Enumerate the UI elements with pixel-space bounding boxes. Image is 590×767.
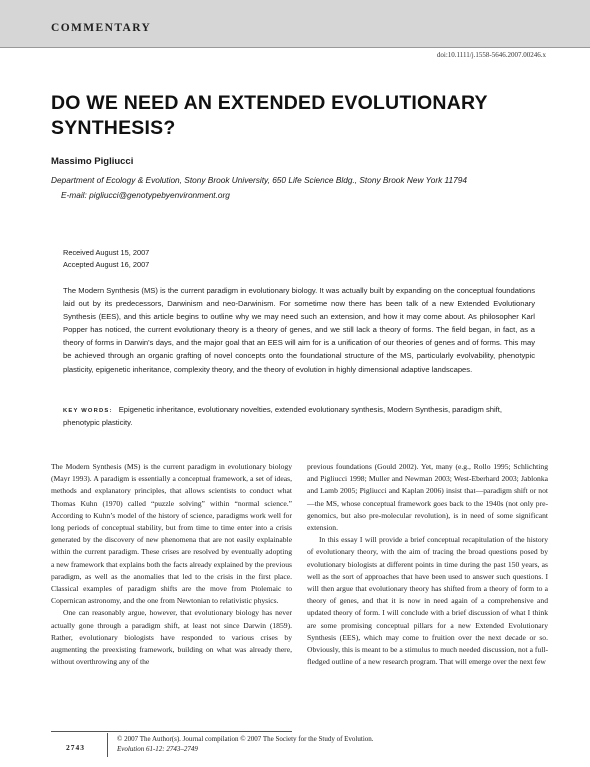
author-affiliation: Department of Ecology & Evolution, Stony Brook University, 650 Life Science Bldg., Stony Brook New York 11794 [51,175,467,185]
author-email[interactable]: E-mail: pigliucci@genotypebyenvironment.org [61,190,230,200]
keywords [63,404,535,429]
footer-rule [51,731,292,732]
keywords-label: KEY WORDS: [63,408,113,414]
accepted-date: Accepted August 16, 2007 [63,260,150,269]
journal-citation: Evolution 61-12: 2743–2749 [117,744,198,753]
copyright-notice: © 2007 The Author(s). Journal compilation © 2007 The Society for the Study of Evolution. [117,735,374,743]
submission-dates [63,247,149,271]
footer-divider [107,733,108,757]
body-column-left [51,461,292,668]
received-date: Received August 15, 2007 [63,248,150,257]
page-number: 2743 [66,743,85,752]
article-title: DO WE NEED AN EXTENDED EVOLUTIONARY SYNTHESIS? [51,92,488,139]
body-paragraph: The Modern Synthesis (MS) is the current paradigm in evolutionary biology (Mayr 1993). A paradigm is essentially a conceptual framework, a set of ideas, methods and explanatory principles, that allows scientists to conduct what Thomas Kuhn (1970) called “puzzle solving” within “normal science.” According to Kuhn’s model of the history of science, paradigms work well for long periods of conceptual stability, but from time to time enter into a crisis generated by the discovery of new phenomena that are not easily explainable within the current paradigm. These crises are resolved by eventually adopting a new framework that explains both the facts already explained by the previous paradigm, as well as the anomalies that led to the crisis in the first place. Classical examples of paradigm shifts are the move from Ptolemaic to Copernican astronomy, and the one from Newtonian to relativistic physics. [51,462,292,606]
author-name: Massimo Pigliucci [51,156,134,167]
keywords-list: Epigenetic inheritance, evolutionary novelties, extended evolutionary synthesis, Modern Synthesis, paradigm shift, phenotypic plasticity. [63,405,502,427]
abstract: The Modern Synthesis (MS) is the current paradigm in evolutionary biology. It was actually built by expanding on the conceptual foundations laid out by its predecessors, Darwinism and neo-Darwinism. For sometime now there has been talk of a new Extended Evolutionary Synthesis (EES), and this article begins to outline why we may need such an extension, and how it may come about. As philosopher Karl Popper has noticed, the current evolutionary theory is a theory of genes, and we still lack a theory of forms. The field began, in fact, as a theory of forms in Darwin's days, and the major goal that an EES will aim for is a unification of our theories of genes and of forms. This may be achieved through an organic grafting of novel concepts onto the foundational structure of the MS, particularly evolvability, phenotypic plasticity, epigenetic inheritance, complexity theory, and the theory of evolution in highly dimensional adaptive landscapes. [63,286,535,374]
footer-text [117,735,374,754]
section-banner [0,0,590,48]
body-paragraph: In this essay I will provide a brief conceptual recapitulation of the history of evolutionary theory, with the aim of tracing the broad questions posed by evolutionary biologists at different points in time during the past 150 years, as well as the sort of approaches that have been used to answer such questions. I will then argue that evolutionary theory has shifted from a theory of form to a theory of genes, and that it is now in need again of a comprehensive and updated theory of form. I will conclude with a brief discussion of what I think are some promising conceptual pillars for a new Extended Evolutionary Synthesis (EES), which may come to fruition over the next decade or so. Obviously, this is meant to be a stimulus to much needed discussion, not a full-fledged outline of a new research program. That will emerge over the next few [307,535,548,667]
section-label: COMMENTARY [51,22,152,34]
body-paragraph: previous foundations (Gould 2002). Yet, many (e.g., Rollo 1995; Schlichting and Pigliucci 1998; Muller and Newman 2003; West-Eberhard 2003; Jablonka and Lamb 2005; Pigliucci and Kaplan 2006) insist that—paradigm shift or not—the MS, whose conceptual framework goes back to the 1940s (not only pre-genomics, but also pre-molecular revolution), is in need of some significant extension. [307,462,548,533]
body-column-right [307,461,548,668]
doi[interactable]: doi:10.1111/j.1558-5646.2007.00246.x [436,51,546,59]
body-paragraph: One can reasonably argue, however, that evolutionary biology has never actually gone through a paradigm shift, at least not since Darwin (1859). Rather, evolutionary biologists have responded to various crises by augmenting the preexisting framework, building on what was already there, without overthrowing any of the [51,608,292,667]
